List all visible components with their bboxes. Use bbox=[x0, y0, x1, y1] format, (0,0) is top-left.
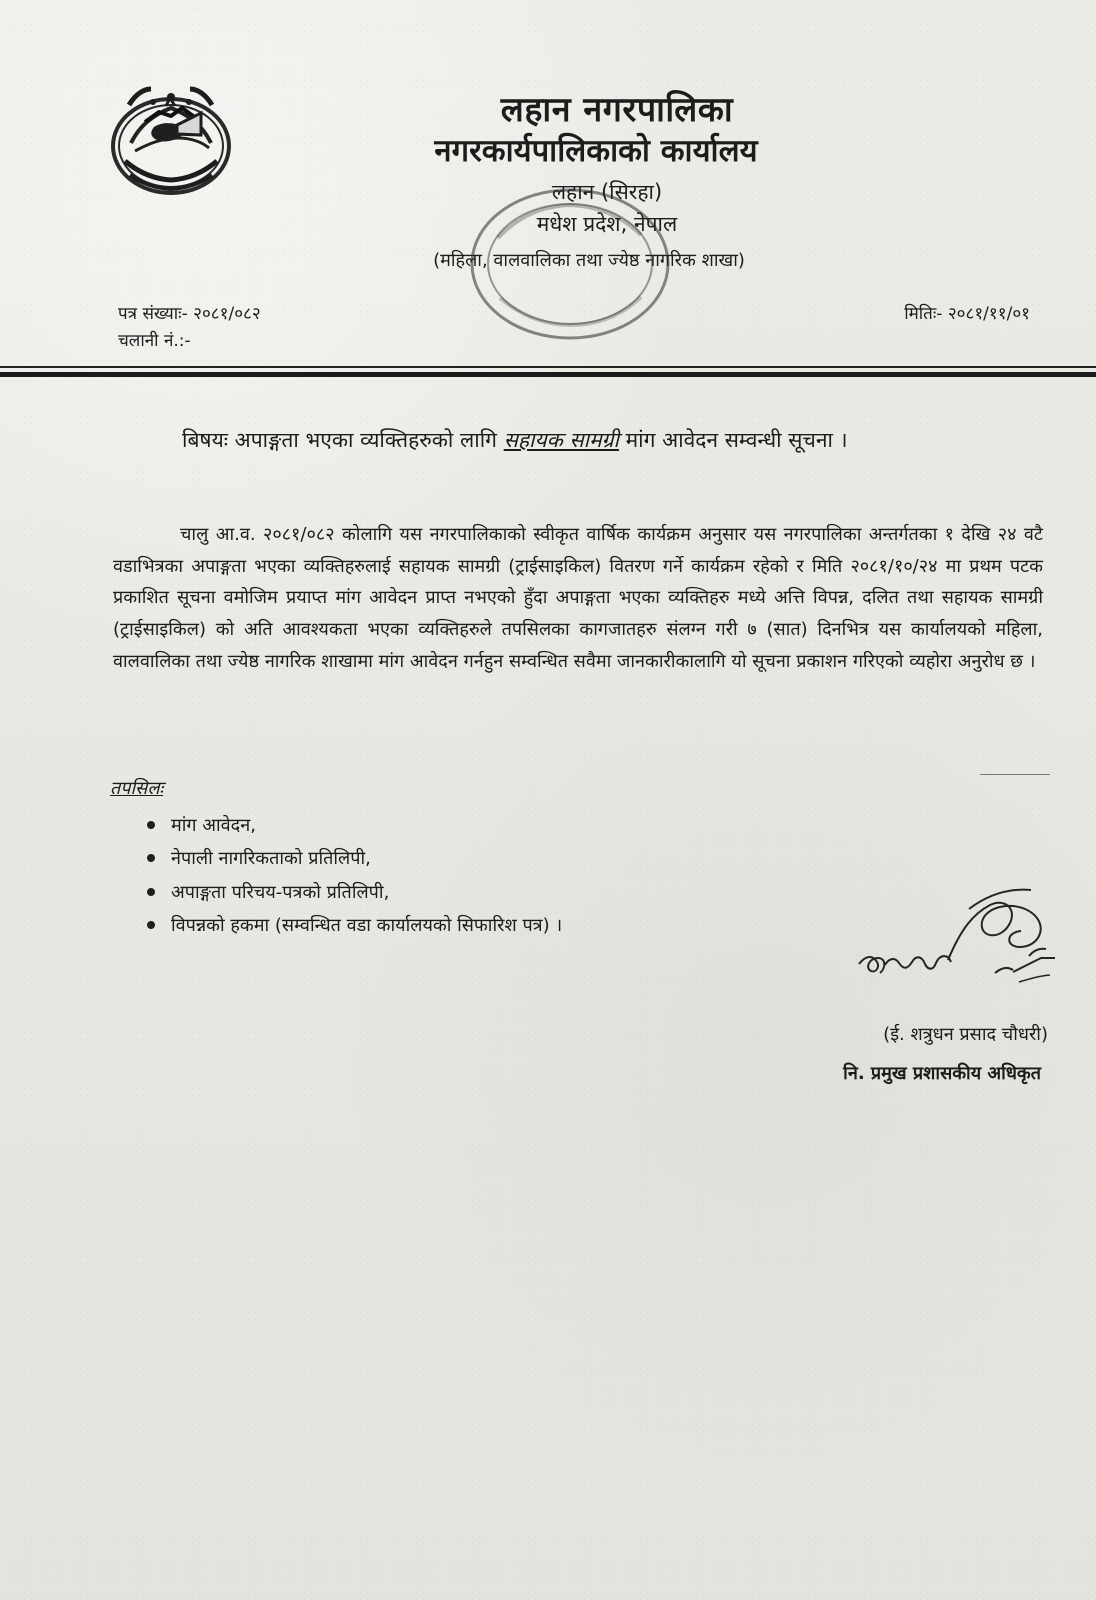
signatory-name: (ई. शत्रुधन प्रसाद चौधरी) bbox=[883, 1024, 1048, 1045]
list-item: मांग आवेदन, bbox=[147, 809, 562, 842]
divider-thin bbox=[0, 366, 1096, 368]
list-item: नेपाली नागरिकताको प्रतिलिपी, bbox=[147, 842, 562, 875]
notice-body bbox=[113, 519, 1043, 677]
dispatch-number: चलानी नं.:- bbox=[118, 331, 191, 352]
province-line: मधेश प्रदेश, नेपाल bbox=[536, 212, 678, 237]
notice-paragraph: चालु आ.व. २०८१/०८२ कोलागि यस नगरपालिकाको स्वीकृत वार्षिक कार्यक्रम अनुसार यस नगरपालिका अन्तर्गतका १ देखि २४ वटै वडाभित्रका अपाङ्गता भएका व्यक्तिहरुलाई सहायक सामग्री (ट्राईसाइकिल) वितरण गर्ने कार्यक्रम रहेको र मिति २०८१/१०/२४ मा प्रथम पटक प्रकाशित सूचना वमोजिम प्रयाप्त मांग आवेदन प्राप्त नभएको हुँदा अपाङ्गता भएका व्यक्तिहरु मध्ये अत्ति विपन्न, दलित तथा सहायक सामग्री (ट्राईसाइकिल) को अति आवश्यकता भएका व्यक्तिहरुले तपसिलका कागजातहरु संलग्न गरी ७ (सात) दिनभित्र यस कार्यालयको महिला, वालवालिका तथा ज्येष्ठ नागरिक शाखामा मांग आवेदन गर्नहुन सम्वन्धित सवैमा जानकारीकालागि यो सूचना प्रकाशन गरिएको व्यहोरा अनुरोध छ । bbox=[113, 524, 1043, 672]
header-divider bbox=[0, 366, 1096, 384]
organization-name: लहान नगरपालिका bbox=[500, 90, 734, 130]
details-heading: तपसिलः bbox=[110, 778, 164, 799]
margin-line bbox=[980, 774, 1050, 775]
letter-number: पत्र संख्याः- २०८१/०८२ bbox=[118, 304, 261, 324]
subject-emphasis: सहायक सामग्री bbox=[503, 428, 619, 452]
signatory-designation: नि. प्रमुख प्रशासकीय अधिकृत bbox=[843, 1063, 1041, 1084]
date-block bbox=[904, 301, 1030, 328]
requirements-list bbox=[147, 809, 562, 943]
subject-line bbox=[182, 426, 1042, 454]
subject-suffix: मांग आवेदन सम्वन्धी सूचना । bbox=[625, 428, 848, 452]
office-name: नगरकार्यपालिकाको कार्यालय bbox=[434, 132, 758, 169]
list-item: अपाङ्गता परिचय-पत्रको प्रतिलिपी, bbox=[147, 876, 562, 909]
divider-thick bbox=[0, 372, 1096, 377]
city-line: लहान (सिरहा) bbox=[551, 179, 663, 204]
nepal-emblem-icon bbox=[105, 77, 237, 205]
subject-prefix: बिषयः अपाङ्गता भएका व्यक्तिहरुको लागि bbox=[182, 428, 497, 452]
list-item: विपन्नको हकमा (सम्वन्धित वडा कार्यालयको सिफारिश पत्र) । bbox=[147, 909, 562, 942]
reference-block bbox=[118, 301, 261, 355]
letterhead bbox=[360, 92, 820, 272]
signature-icon bbox=[845, 878, 1065, 998]
branch-line: (महिला, वालवालिका तथा ज्येष्ठ नागरिक शाखा) bbox=[433, 250, 745, 272]
date-value: मितिः- २०८१/११/०१ bbox=[904, 304, 1030, 324]
